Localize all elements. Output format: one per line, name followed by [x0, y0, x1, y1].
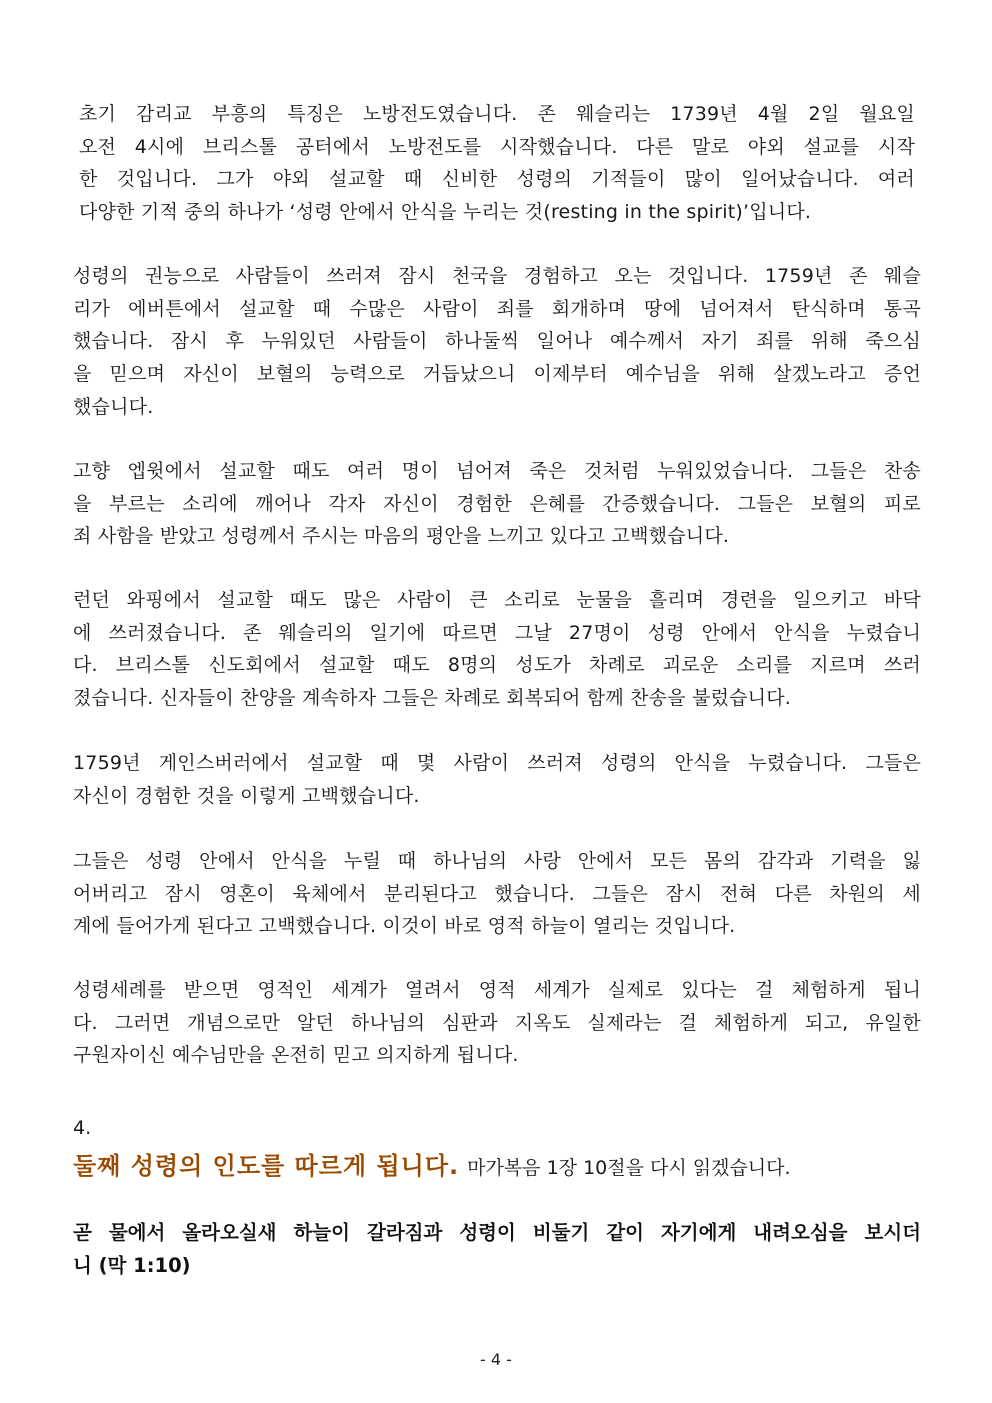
- page-number: - 4 -: [480, 1350, 512, 1369]
- text-line: 어버리고 잠시 영혼이 육체에서 분리된다고 했습니다. 그들은 잠시 전혀 다른 차원의 세: [73, 882, 921, 905]
- text-line: 한 것입니다. 그가 야외 설교할 때 신비한 성령의 기적들이 많이 일어났습니다. 여러: [79, 168, 915, 191]
- paragraph-spirit-baptism: [73, 974, 921, 1072]
- section-number: 4.: [73, 1117, 92, 1139]
- text-line: 구원자이신 예수님만을 온전히 믿고 의지하게 됩니다.: [73, 1044, 519, 1067]
- text-line: 성령세례를 받으면 영적인 세계가 열려서 영적 세계가 실제로 있다는 걸 체험하게 됩니: [73, 979, 921, 1001]
- text-line: 런던 와핑에서 설교할 때도 많은 사람이 큰 소리로 눈물을 흘리며 경련을 일으키고 바닥: [73, 589, 921, 611]
- text-line: 오전 4시에 브리스톨 공터에서 노방전도를 시작했습니다. 다른 말로 야외 설교를 시작: [79, 135, 915, 158]
- text-line: 했습니다.: [73, 395, 154, 418]
- section-heading-note: 마가복음 1장 10절을 다시 읽겠습니다.: [467, 1157, 791, 1179]
- paragraph-epworth-sermon: [73, 455, 921, 553]
- quote-line: 니 (막 1:10): [73, 1254, 191, 1277]
- section-heading: 둘째 성령의 인도를 따르게 됩니다.: [73, 1152, 460, 1180]
- text-line: 고향 엡윗에서 설교할 때도 여러 명이 넘어져 죽은 것처럼 누워있었습니다. 그들은 찬송: [73, 460, 921, 482]
- quote-line: 곧 물에서 올라오실새 하늘이 갈라짐과 성령이 비둘기 같이 자기에게 내려오심을 보시더: [73, 1221, 921, 1244]
- scripture-quote: [73, 1216, 921, 1282]
- text-line: 그들은 성령 안에서 안식을 누릴 때 하나님의 사랑 안에서 모든 몸의 감각과 기력을 잃: [73, 850, 921, 872]
- paragraph-wapping-sermon: [73, 584, 921, 715]
- text-line: 계에 들어가게 된다고 고백했습니다. 이것이 바로 영적 하늘이 열리는 것입니다.: [73, 915, 736, 938]
- text-line: 다. 브리스톨 신도회에서 설교할 때도 8명의 성도가 차례로 괴로운 소리를 지르며 쓰러: [73, 654, 921, 677]
- text-line: 죄 사함을 받았고 성령께서 주시는 마음의 평안을 느끼고 있다고 고백했습니다.: [73, 525, 730, 548]
- text-line: 에 쓰러졌습니다. 존 웨슬리의 일기에 따르면 그날 27명이 성령 안에서 안식을 누렸습니: [73, 621, 921, 644]
- paragraph-gainsborough-sermon: [73, 747, 921, 812]
- text-line: 을 믿으며 자신이 보혈의 능력으로 거듭났으니 이제부터 예수님을 위해 살겠노라고 증언: [73, 363, 921, 386]
- paragraph-early-methodist-revival: [79, 98, 915, 229]
- paragraph-everton-sermon: [73, 260, 921, 424]
- text-line: 졌습니다. 신자들이 찬양을 계속하자 그들은 차례로 회복되어 함께 찬송을 불렀습니다.: [73, 687, 792, 710]
- text-line: 초기 감리교 부흥의 특징은 노방전도였습니다. 존 웨슬리는 1739년 4월 2일 월요일: [79, 103, 915, 125]
- text-line: 성령의 권능으로 사람들이 쓰러져 잠시 천국을 경험하고 오는 것입니다. 1759년 존 웨슬: [73, 265, 921, 287]
- paragraph-testimony: [73, 845, 921, 943]
- text-line: 자신이 경험한 것을 이렇게 고백했습니다.: [73, 784, 420, 807]
- text-line: 리가 에버튼에서 설교할 때 수많은 사람이 죄를 회개하며 땅에 넘어져서 탄식하며 통곡: [73, 297, 921, 320]
- text-line: 했습니다. 잠시 후 누워있던 사람들이 하나둘씩 일어나 예수께서 자기 죄를 위해 죽으심: [73, 330, 921, 353]
- text-line: 다. 그러면 개념으로만 알던 하나님의 심판과 지옥도 실제라는 걸 체험하게 되고, 유일한: [73, 1011, 921, 1034]
- text-line: 다양한 기적 중의 하나가 ‘성령 안에서 안식을 누리는 것(resting in the spirit)’입니다.: [79, 201, 812, 224]
- section-heading-line: [73, 1146, 791, 1181]
- text-line: 을 부르는 소리에 깨어나 각자 자신이 경험한 은혜를 간증했습니다. 그들은 보혈의 피로: [73, 492, 921, 515]
- text-line: 1759년 게인스버러에서 설교할 때 몇 사람이 쓰러져 성령의 안식을 누렸습니다. 그들은: [73, 752, 921, 774]
